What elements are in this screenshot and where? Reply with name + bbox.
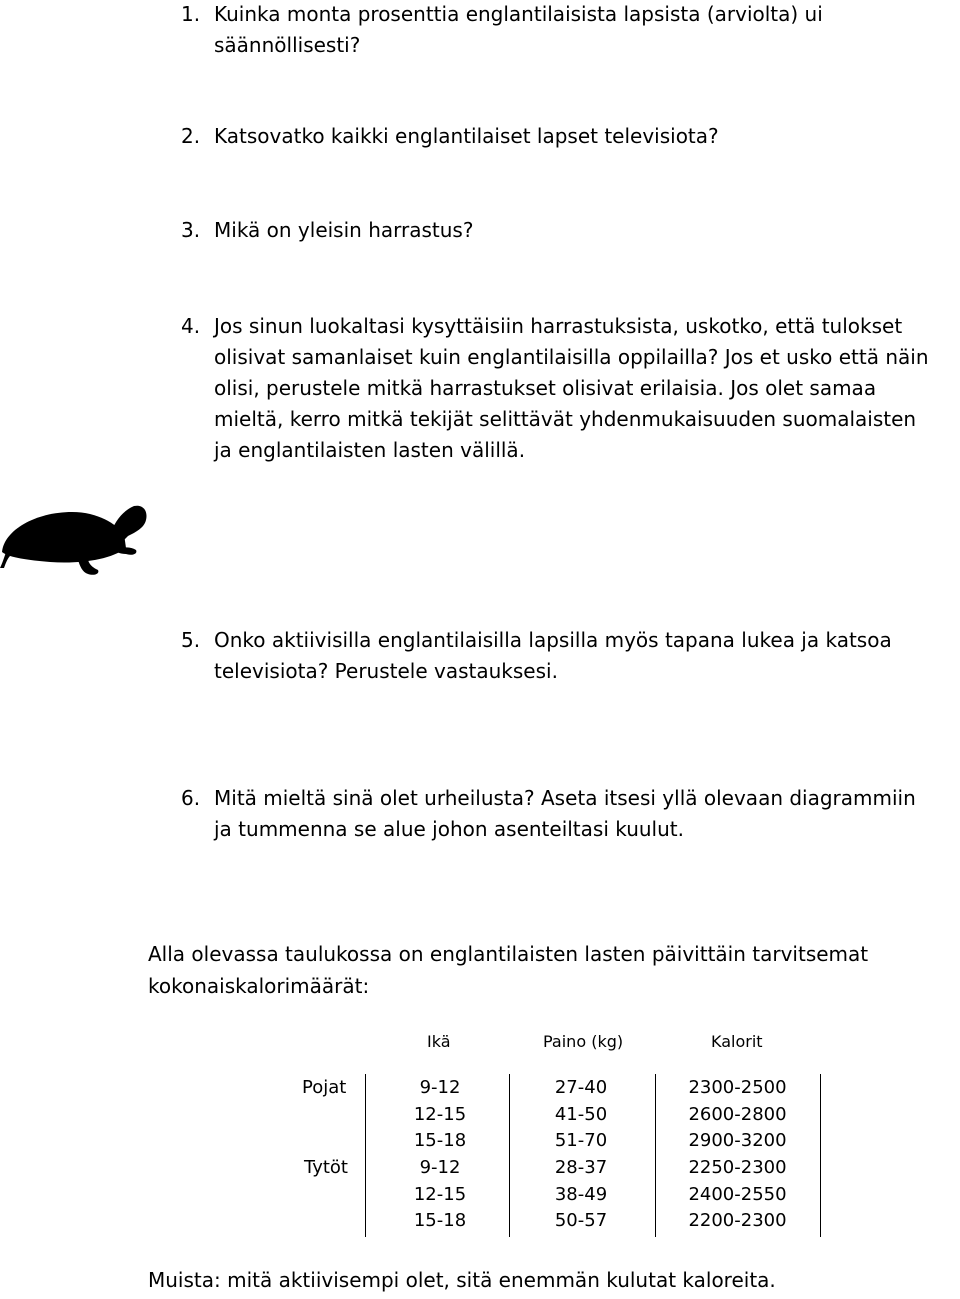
calorie-cells-boys [680, 1075, 795, 1155]
column-header-calories: Kalorit [711, 1032, 763, 1051]
question-number: 2. [181, 124, 201, 148]
question-text-line: Katsovatko kaikki englantilaiset lapset televisiota? [214, 124, 719, 148]
question-number: 3. [181, 218, 201, 242]
table-cell: 41-50 [554, 1103, 608, 1125]
table-cell: 51-70 [554, 1130, 608, 1152]
table-cell: 28-37 [554, 1157, 608, 1178]
table-cell: 15-18 [413, 1130, 467, 1152]
table-cell: 15-18 [413, 1210, 467, 1232]
table-cell: 38-49 [554, 1183, 608, 1205]
table-cell: 2600-2800 [688, 1103, 787, 1125]
question-text-line: Jos sinun luokaltasi kysyttäisiin harrastuksista, uskotko, että tulokset [214, 314, 903, 338]
age-cells-girls [400, 1155, 480, 1235]
table-cell: 2200-2300 [688, 1210, 787, 1232]
table-cell: 9-12 [419, 1077, 461, 1098]
table-cell: 12-15 [413, 1103, 467, 1125]
group-label-girls: Tytöt [304, 1157, 348, 1178]
question-number: 4. [181, 314, 201, 338]
question-text-line: ja englantilaisten lasten välillä. [214, 438, 526, 462]
table-cell: 2300-2500 [688, 1077, 787, 1098]
table-divider [365, 1074, 366, 1237]
question-text-line: olisivat samanlaiset kuin englantilaisilla oppilailla? Jos et usko että näin [214, 345, 929, 369]
turtle-shell [2, 512, 126, 562]
weight-cells-boys [541, 1075, 621, 1155]
calorie-table-intro [148, 938, 868, 1002]
table-divider [655, 1074, 656, 1237]
question-text-line: Mikä on yleisin harrastus? [214, 218, 474, 242]
table-cell: 2900-3200 [688, 1130, 787, 1152]
column-header-age: Ikä [427, 1032, 451, 1051]
column-header-weight: Paino (kg) [543, 1032, 624, 1051]
table-cell: 9-12 [419, 1157, 461, 1178]
question-number: 5. [181, 628, 201, 652]
intro-line: Alla olevassa taulukossa on englantilaisten lasten päivittäin tarvitsemat [148, 942, 869, 966]
table-cell: 2250-2300 [688, 1157, 787, 1178]
turtle-back-leg [78, 560, 98, 575]
question-text-line: Kuinka monta prosenttia englantilaisista lapsista (arviolta) ui [214, 2, 823, 26]
weight-cells-girls [541, 1155, 621, 1235]
table-cell: 27-40 [554, 1077, 608, 1098]
reminder-note: Muista: mitä aktiivisempi olet, sitä enemmän kulutat kaloreita. [148, 1268, 776, 1292]
calorie-cells-girls [680, 1155, 795, 1235]
turtle-silhouette-icon [0, 502, 148, 580]
group-label-boys: Pojat [302, 1077, 347, 1098]
table-cell: 12-15 [413, 1183, 467, 1205]
question-text-line: Onko aktiivisilla englantilaisilla lapsilla myös tapana lukea ja katsoa [214, 628, 892, 652]
table-cell: 2400-2550 [688, 1183, 787, 1205]
intro-line: kokonaiskalorimäärät: [148, 974, 370, 998]
age-cells-boys [400, 1075, 480, 1155]
question-text-line: säännöllisesti? [214, 33, 361, 57]
table-cell: 50-57 [554, 1210, 608, 1232]
table-divider [820, 1074, 821, 1237]
question-number: 1. [181, 2, 201, 26]
question-text-line: mieltä, kerro mitkä tekijät selittävät yhdenmukaisuuden suomalaisten [214, 407, 917, 431]
question-text-line: ja tummenna se alue johon asenteiltasi kuulut. [214, 817, 684, 841]
question-text-line: televisiota? Perustele vastauksesi. [214, 659, 558, 683]
question-text-line: olisi, perustele mitkä harrastukset olisivat erilaisia. Jos olet samaa [214, 376, 877, 400]
turtle-front-leg [114, 546, 136, 555]
table-divider [509, 1074, 510, 1237]
question-text-line: Mitä mieltä sinä olet urheilusta? Aseta itsesi yllä olevaan diagrammiin [214, 786, 916, 810]
question-number: 6. [181, 786, 201, 810]
